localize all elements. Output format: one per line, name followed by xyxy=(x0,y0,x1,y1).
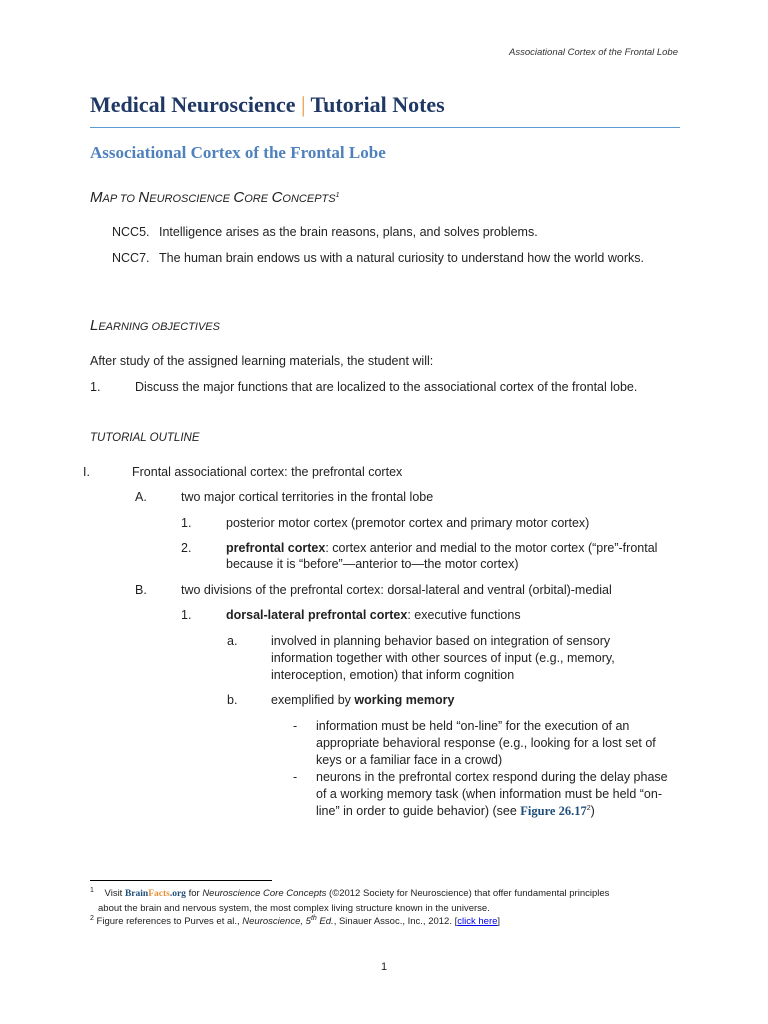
ncc-heading-oncepts: ONCEPTS xyxy=(282,193,336,205)
outline-A2-number: 2. xyxy=(181,541,192,555)
outline-I-text: Frontal associational cortex: the prefrontal cortex xyxy=(132,465,403,479)
outline-b-bold-term: working memory xyxy=(354,693,455,707)
footnote-2-close: ] xyxy=(497,916,501,927)
ncc-heading-ore: ORE xyxy=(244,193,269,205)
bullet-dash: - xyxy=(293,770,298,784)
click-here-link[interactable]: click here xyxy=(457,916,498,927)
figure-reference-link[interactable]: Figure 26.17 xyxy=(520,804,587,818)
page-title xyxy=(90,92,445,118)
title-part1: Medical Neuroscience xyxy=(90,92,296,117)
ncc-heading-n: N xyxy=(138,189,150,206)
outline-a-number: a. xyxy=(227,634,238,648)
outline-B1-text: : executive functions xyxy=(407,608,521,622)
footnote-1-mark: 1 xyxy=(90,886,94,894)
objectives-heading-rest: EARNING OBJECTIVES xyxy=(98,321,220,333)
footnote-1-for: for xyxy=(185,888,203,899)
footnote-2-mark: 2 xyxy=(90,914,94,922)
bullet2-last-text: line” in order to guide behavior) (see xyxy=(316,804,521,818)
bullet2-line: of a working memory task (when information must be held “on- xyxy=(316,787,662,801)
bullet1-line: appropriate behavioral response (e.g., looking for a lost set of xyxy=(316,736,656,750)
bullet2-close-paren: ) xyxy=(590,804,595,818)
footnote-rule xyxy=(90,880,272,881)
bullet-dash: - xyxy=(293,719,298,733)
outline-B1-bold-term: dorsal-lateral prefrontal cortex xyxy=(226,608,408,622)
ncc-item-code: NCC7. xyxy=(112,251,150,265)
bullet2-line: neurons in the prefrontal cortex respond during the delay phase xyxy=(316,770,668,784)
footnote-2 xyxy=(90,916,500,927)
outline-A1-text: posterior motor cortex (premotor cortex and primary motor cortex) xyxy=(226,516,590,530)
outline-A-text: two major cortical territories in the frontal lobe xyxy=(181,490,434,504)
footnote-1-line1 xyxy=(90,888,609,899)
outline-B1-number: 1. xyxy=(181,608,192,622)
ncc-heading-c2: C xyxy=(271,189,283,206)
brainfacts-link[interactable] xyxy=(125,889,186,899)
brainfacts-facts: Facts xyxy=(148,889,170,899)
subtitle: Associational Cortex of the Frontal Lobe xyxy=(90,143,386,162)
footnote-1-visit: Visit xyxy=(104,888,125,899)
footnote-1-rest: (©2012 Society for Neuroscience) that offer fundamental principles xyxy=(326,888,610,899)
ncc-item-text: Intelligence arises as the brain reasons, plans, and solves problems. xyxy=(159,225,538,239)
bullet2-line-last xyxy=(316,804,595,819)
objectives-intro: After study of the assigned learning materials, the student will: xyxy=(90,354,434,368)
ncc-item-code: NCC5. xyxy=(112,225,150,239)
page-number: 1 xyxy=(380,961,388,973)
bullet1-line: keys or a familiar face in a crowd) xyxy=(316,753,503,767)
brainfacts-brain: Brain xyxy=(124,889,149,899)
outline-a-line: interoception, emotion) that inform cognition xyxy=(271,668,515,682)
footnote-2-ed: Ed. xyxy=(316,916,334,927)
ncc-heading xyxy=(90,189,340,206)
footnote-1-line2: about the brain and nervous system, the most complex living structure known in the universe. xyxy=(98,903,490,914)
outline-B-text: two divisions of the prefrontal cortex: dorsal-lateral and ventral (orbital)-medial xyxy=(181,583,612,597)
outline-A2-text1: : cortex anterior and medial to the motor cortex (“pre”-frontal xyxy=(325,541,658,555)
footnote-1-italic: Neuroscience Core Concepts xyxy=(202,888,327,899)
outline-A2-bold-term: prefrontal cortex xyxy=(226,541,326,555)
brainfacts-org: .org xyxy=(169,889,186,899)
title-part2: Tutorial Notes xyxy=(310,92,445,117)
outline-A2-line2: because it is “before”—anterior to—the motor cortex) xyxy=(226,557,519,571)
outline-I-number: I. xyxy=(83,465,90,479)
outline-b-text: exemplified by xyxy=(271,693,355,707)
figure-footnote-ref: 2 xyxy=(586,804,591,812)
outline-A-number: A. xyxy=(135,490,147,504)
outline-A2-line1 xyxy=(226,541,657,555)
objective-text: Discuss the major functions that are localized to the associational cortex of the frontal lobe. xyxy=(135,380,638,394)
title-rule xyxy=(90,127,680,128)
footnote-2-italic-text: Neuroscience, 5 xyxy=(242,916,311,927)
objective-number: 1. xyxy=(90,380,101,394)
footnote-2-rest: , Sinauer Assoc., Inc., 2012. [ xyxy=(333,916,458,927)
outline-b-number: b. xyxy=(227,693,238,707)
footnote-2-pre: Figure references to Purves et al., xyxy=(93,916,243,927)
outline-B1-line xyxy=(226,608,521,622)
ncc-heading-c: C xyxy=(233,189,245,206)
ncc-item-text: The human brain endows us with a natural curiosity to understand how the world works. xyxy=(159,251,644,265)
ncc-heading-ap-to: AP TO xyxy=(102,193,135,205)
objectives-heading xyxy=(90,317,220,334)
ncc-heading-footnote-ref: 1 xyxy=(335,191,340,199)
outline-b-line xyxy=(271,693,454,707)
outline-A1-number: 1. xyxy=(181,516,192,530)
outline-a-line: involved in planning behavior based on integration of sensory xyxy=(271,634,611,648)
objectives-heading-l: L xyxy=(90,317,99,334)
bullet1-line: information must be held “on-line” for the execution of an xyxy=(316,719,630,733)
ncc-heading-m: M xyxy=(90,189,103,206)
outline-a-line: information together with other sources of input (e.g., memory, xyxy=(271,651,615,665)
footnote-2-th: th xyxy=(310,914,317,922)
outline-B-number: B. xyxy=(135,583,147,597)
footnote-2-italic xyxy=(242,916,333,927)
title-separator: | xyxy=(300,92,306,117)
ncc-heading-euroscience: EUROSCIENCE xyxy=(149,193,230,205)
running-head: Associational Cortex of the Frontal Lobe xyxy=(509,47,678,58)
outline-heading: TUTORIAL OUTLINE xyxy=(90,432,200,444)
